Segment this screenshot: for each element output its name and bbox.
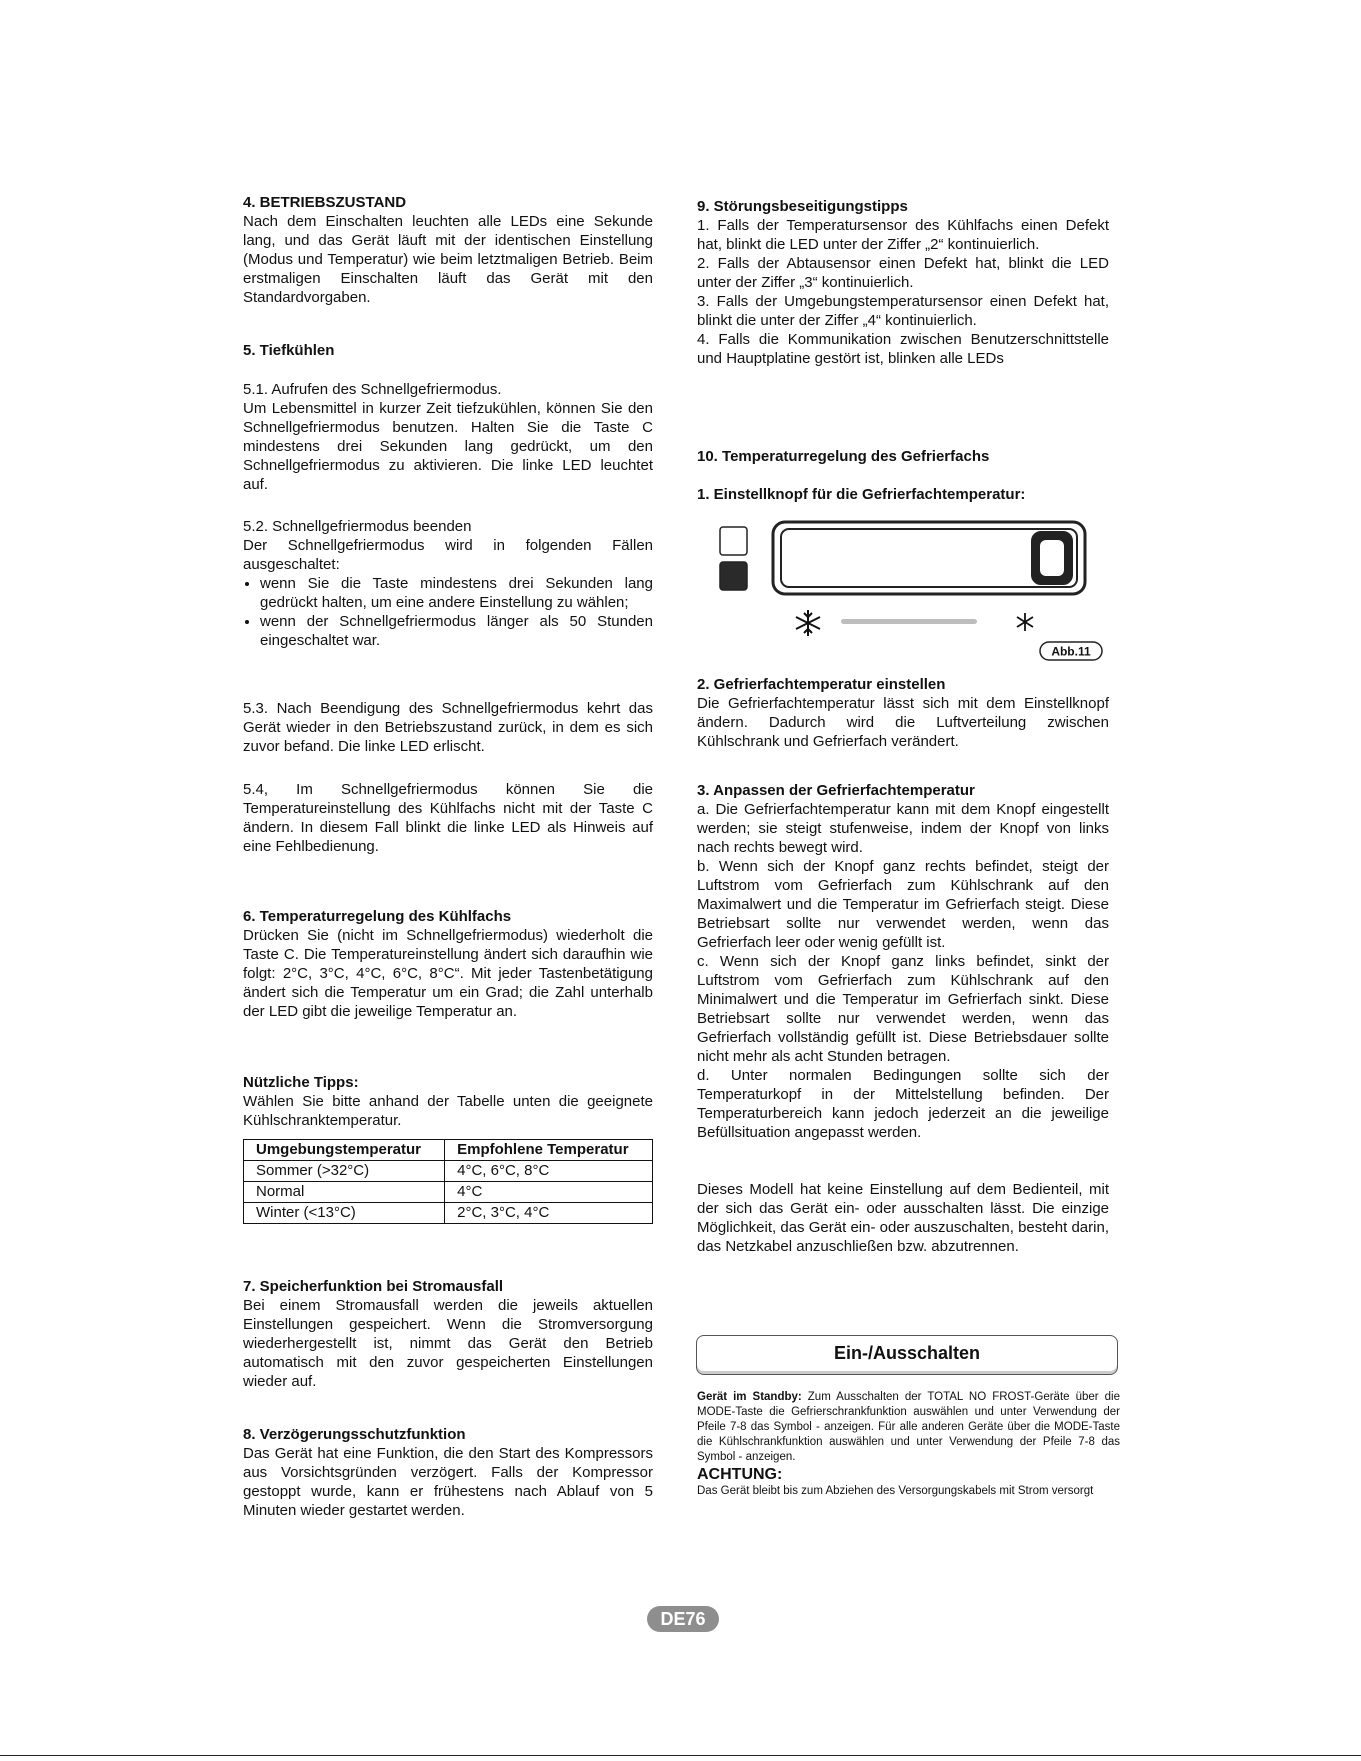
list-item: a. Die Gefrierfachtemperatur kann mit dem Knopf eingestellt werden; sie steigt stufenweise, indem der Knopf von links nach rechts bewegt wird. xyxy=(697,801,1109,856)
section-7-text: Bei einem Stromausfall werden die jeweils aktuellen Einstellungen gespeichert. Wenn die Stromversorgung wiederhergestellt ist, nimmt das Gerät den Betrieb automatisch mit den zuvor gespeicherten Einstellungen wieder auf. xyxy=(243,1297,653,1390)
table-row xyxy=(244,1203,653,1224)
led-filled-icon xyxy=(720,562,747,590)
section-10-3-title: 3. Anpassen der Gefrierfachtemperatur xyxy=(697,782,975,799)
section-5-1-head: 5.1. Aufrufen des Schnellgefriermodus. xyxy=(243,381,502,398)
list-item: 3. Falls der Umgebungstemperatursensor einen Defekt hat, blinkt die unter der Ziffer „4“ kontinuierlich. xyxy=(697,293,1109,329)
section-9 xyxy=(697,197,1109,368)
page-number: DE76 xyxy=(647,1606,719,1632)
section-8-title: 8. Verzögerungsschutzfunktion xyxy=(243,1426,466,1443)
section-10-2-text: Die Gefrierfachtemperatur lässt sich mit dem Einstellknopf ändern. Dadurch wird die Luftverteilung zwischen Kühlschrank und Gefrierfach verändert. xyxy=(697,695,1109,750)
knob-diagram xyxy=(715,518,1120,668)
section-10-2-title: 2. Gefrierfachtemperatur einstellen xyxy=(697,676,946,693)
section-6 xyxy=(243,907,653,1021)
list-item: • wenn Sie die Taste mindestens drei Sekunden lang gedrückt halten, um eine andere Einstellung zu wählen; xyxy=(260,574,653,612)
list-item: d. Unter normalen Bedingungen sollte sich der Temperaturkopf in der Mittelstellung befinden. Der Temperaturbereich kann jedoch jederzeit an die jeweilige Befüllsituation angepasst werden. xyxy=(697,1067,1109,1141)
temperature-scale-bar xyxy=(841,619,977,624)
section-5-4 xyxy=(243,780,653,856)
table-cell: 4°C, 6°C, 8°C xyxy=(445,1161,653,1182)
section-6-title: 6. Temperaturregelung des Kühlfachs xyxy=(243,908,512,925)
section-9-title: 9. Störungsbeseitigungstipps xyxy=(697,198,908,215)
temperature-table xyxy=(243,1139,653,1224)
list-item: 2. Falls der Abtausensor einen Defekt hat, blinkt die LED unter der Ziffer „3“ kontinuierlich. xyxy=(697,255,1109,291)
table-row xyxy=(244,1161,653,1182)
section-7 xyxy=(243,1277,653,1391)
standby-label: Gerät im Standby: xyxy=(697,1391,802,1403)
section-6-text: Drücken Sie (nicht im Schnellgefriermodus) wiederholt die Taste C. Die Temperatureinstellung ändert sich daraufhin wie folgt: 2°C, 3°C, 4°C, 6°C, 8°C“. Mit jeder Tastenbetätigung ändert sich die Temperatur um ein Grad; die Zahl unterhalb der LED gibt die jeweilige Temperatur an. xyxy=(243,927,653,1020)
section-7-title: 7. Speicherfunktion bei Stromausfall xyxy=(243,1278,504,1295)
section-5 xyxy=(243,341,653,360)
section-4-text: Nach dem Einschalten leuchten alle LEDs eine Sekunde lang, und das Gerät läuft mit der identischen Einstellung (Modus und Temperatur) wie beim letztmaligen Betrieb. Beim erstmaligen Einschalten läuft das Gerät mit den Standardvorgaben. xyxy=(243,213,653,306)
section-10-note xyxy=(697,1180,1109,1256)
tips-title: Nützliche Tipps: xyxy=(243,1074,359,1091)
section-5-3 xyxy=(243,699,653,756)
section-10-1 xyxy=(697,485,1109,504)
achtung-label: ACHTUNG: xyxy=(697,1466,783,1483)
section-4 xyxy=(243,193,653,307)
section-5-4-text: 5.4, Im Schnellgefriermodus können Sie die Temperatureinstellung des Kühlfachs nicht mit der Taste C ändern. In diesem Fall blinkt die linke LED als Hinweis auf eine Fehlbedienung. xyxy=(243,781,653,855)
section-10-note-text: Dieses Modell hat keine Einstellung auf dem Bedienteil, mit der sich das Gerät ein- oder ausschalten lässt. Die einzige Möglichkeit, das Gerät ein- oder auszuschalten, besteht darin, das Netzkabel anzuschließen bzw. abzutrennen. xyxy=(697,1181,1109,1255)
section-10-1-title: 1. Einstellknopf für die Gefrierfachtemperatur: xyxy=(697,486,1026,503)
list-item: c. Wenn sich der Knopf ganz links befindet, sinkt der Luftstrom vom Gefrierfach zum Kühlschrank auf den Minimalwert und die Temperatur im Gefrierfach sinkt. Diese Betriebsart sollte nur verwendet werden, wenn das Gefrierfach vollständig gefüllt ist. Diese Betriebsdauer sollte nicht mehr als acht Stunden betragen. xyxy=(697,953,1109,1065)
table-cell: Normal xyxy=(244,1182,445,1203)
table-cell: 4°C xyxy=(445,1182,653,1203)
section-10-title: 10. Temperaturregelung des Gefrierfachs xyxy=(697,448,990,465)
section-5-2 xyxy=(243,517,653,650)
list-item: 4. Falls die Kommunikation zwischen Benutzerschnittstelle und Hauptplatine gestört ist, blinken alle LEDs xyxy=(697,331,1109,367)
onoff-banner: Ein-/Ausschalten xyxy=(696,1335,1118,1375)
standby-section xyxy=(697,1390,1120,1499)
table-row xyxy=(244,1182,653,1203)
led-empty-icon xyxy=(720,527,747,555)
tips-section xyxy=(243,1073,653,1224)
section-5-2-head: 5.2. Schnellgefriermodus beenden xyxy=(243,518,472,535)
list-item: • wenn der Schnellgefriermodus länger als 50 Stunden eingeschaltet war. xyxy=(260,612,653,650)
snowflake-large-icon xyxy=(796,610,820,636)
section-5-1-text: Um Lebensmittel in kurzer Zeit tiefzukühlen, können Sie den Schnellgefriermodus benutzen. Halten Sie die Taste C mindestens drei Sekunden lang gedrückt, um den Schnellgefriermodus zu aktivieren. Die linke LED leuchtet auf. xyxy=(243,400,653,493)
achtung-text: Das Gerät bleibt bis zum Abziehen des Versorgungskabels mit Strom versorgt xyxy=(697,1485,1094,1497)
figure-label: Abb.11 xyxy=(1051,644,1091,659)
section-5-1 xyxy=(243,380,653,494)
section-8-text: Das Gerät hat eine Funktion, die den Start des Kompressors aus Vorsichtsgründen verzögert. Falls der Kompressor gestoppt wurde, kann er frühestens nach Ablauf von 5 Minuten wieder gestartet werden. xyxy=(243,1445,653,1519)
section-5-2-text: Der Schnellgefriermodus wird in folgenden Fällen ausgeschaltet: xyxy=(243,537,653,573)
table-cell: Winter (<13°C) xyxy=(244,1203,445,1224)
list-item: b. Wenn sich der Knopf ganz rechts befindet, steigt der Luftstrom vom Gefrierfach zum Kühlschrank auf den Maximalwert und die Temperatur im Gefrierfach steigt. Diese Betriebsart sollte nur verwendet werden, wenn das Gefrierfach leer oder wenig gefüllt ist. xyxy=(697,858,1109,951)
table-cell: Sommer (>32°C) xyxy=(244,1161,445,1182)
standby-text: Zum Ausschalten der TOTAL NO FROST-Geräte über die MODE-Taste die Gefrierschrankfunktion auswählen und unter Verwendung der Pfeile 7-8 das Symbol - anzeigen. Für alle anderen Geräte über die MODE-Taste die Kühlschrankfunktion auswählen und unter Verwendung der Pfeile 7-8 das Symbol - anzeigen. xyxy=(697,1391,1120,1463)
section-10-2 xyxy=(697,675,1109,751)
section-10-3 xyxy=(697,781,1109,1142)
table-cell: 2°C, 3°C, 4°C xyxy=(445,1203,653,1224)
table-header-row xyxy=(244,1140,653,1161)
section-4-title: 4. BETRIEBSZUSTAND xyxy=(243,194,407,211)
table-header: Empfohlene Temperatur xyxy=(445,1140,653,1161)
standby-paragraph xyxy=(697,1390,1120,1465)
section-5-2-list xyxy=(243,574,653,650)
list-item: 1. Falls der Temperatursensor des Kühlfachs einen Defekt hat, blinkt die LED unter der Ziffer „2“ kontinuierlich. xyxy=(697,217,1109,253)
bottom-divider xyxy=(0,1755,1361,1756)
snowflake-small-icon xyxy=(1017,613,1033,631)
freezer-knob-figure xyxy=(715,518,1120,668)
section-5-title: 5. Tiefkühlen xyxy=(243,342,335,359)
tips-text: Wählen Sie bitte anhand der Tabelle unten die geeignete Kühlschranktemperatur. xyxy=(243,1093,653,1129)
section-10 xyxy=(697,447,1109,466)
section-8 xyxy=(243,1425,653,1520)
section-5-3-text: 5.3. Nach Beendigung des Schnellgefriermodus kehrt das Gerät wieder in den Betriebszustand zurück, in dem es sich zuvor befand. Die linke LED erlischt. xyxy=(243,700,653,755)
table-header: Umgebungstemperatur xyxy=(244,1140,445,1161)
